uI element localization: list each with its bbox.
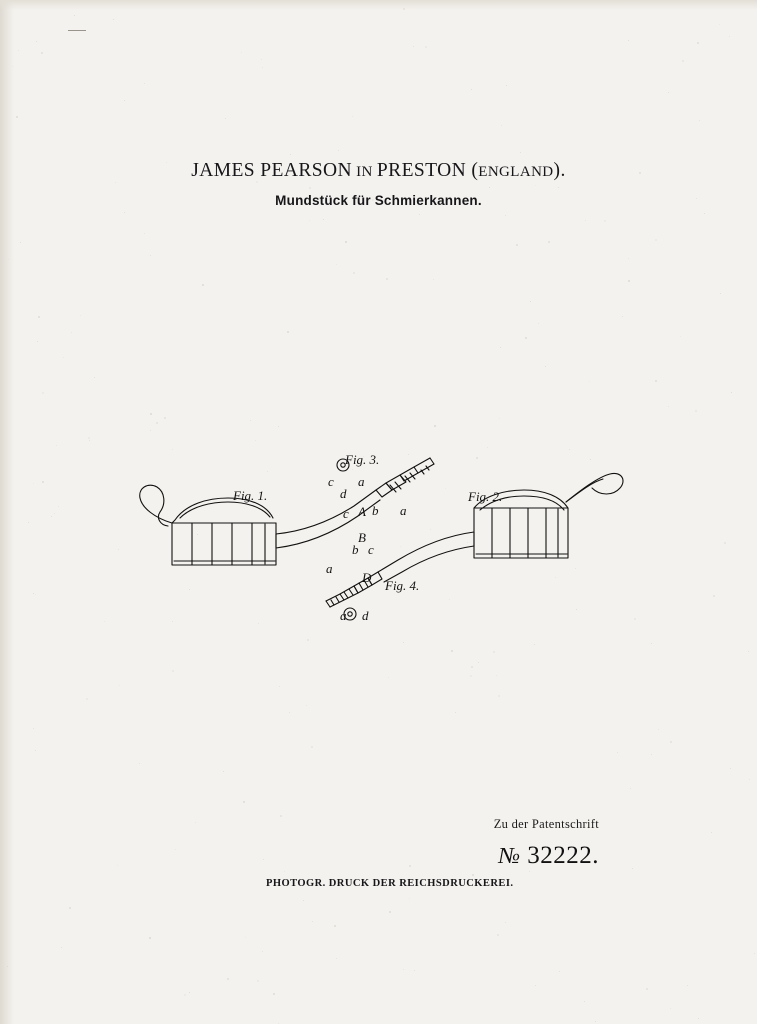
part-label-f1-A: A [358, 504, 366, 519]
inventor-city: PRESTON [376, 160, 467, 181]
footer-note: Zu der Patentschrift [493, 817, 599, 831]
inventor-name: JAMES PEARSON [191, 160, 352, 181]
inventor-line [0, 160, 757, 182]
document-subtitle: Mundstück für Schmierkannen. [275, 193, 482, 208]
patent-number-symbol: № [498, 843, 521, 868]
inventor-country: ENGLAND [478, 164, 554, 180]
paper-edge-left [0, 0, 14, 1024]
patent-number [498, 842, 599, 870]
figure-label-fig4: Fig. 4. [385, 578, 420, 593]
country-paren-open: ( [471, 160, 479, 181]
part-label-f1-b: b [372, 503, 379, 518]
figure-area [100, 430, 660, 630]
part-label-f3-c: c [328, 474, 334, 489]
part-label-f3-a: a [358, 474, 365, 489]
part-label-f4-c: c [368, 542, 374, 557]
figure-label-fig1: Fig. 1. [233, 488, 268, 503]
figure-label-fig2: Fig. 2. [468, 489, 503, 504]
paper-edge-top [0, 0, 757, 10]
inventor-connector: IN [356, 164, 373, 180]
patent-number-value: 32222. [527, 842, 599, 869]
printer-credit: PHOTOGR. DRUCK DER REICHSDRUCKEREI. [266, 878, 514, 889]
part-label-f4-b: b [352, 542, 359, 557]
part-label-f3-d: d [340, 486, 347, 501]
country-paren-close: ). [553, 160, 566, 181]
part-label-f4-D: D [362, 570, 372, 585]
part-label-f1-a: a [400, 503, 407, 518]
patent-illustration [100, 430, 660, 630]
part-label-f1-c: c [343, 506, 349, 521]
registration-tick-mark [68, 30, 86, 31]
part-label-f1-B: B [358, 530, 366, 545]
part-label-f4-d: d [362, 608, 369, 623]
part-label-f4-a2: a [340, 608, 347, 623]
part-label-f4-a: a [326, 561, 333, 576]
document-header [0, 160, 757, 208]
figure-label-fig3: Fig. 3. [345, 452, 380, 467]
